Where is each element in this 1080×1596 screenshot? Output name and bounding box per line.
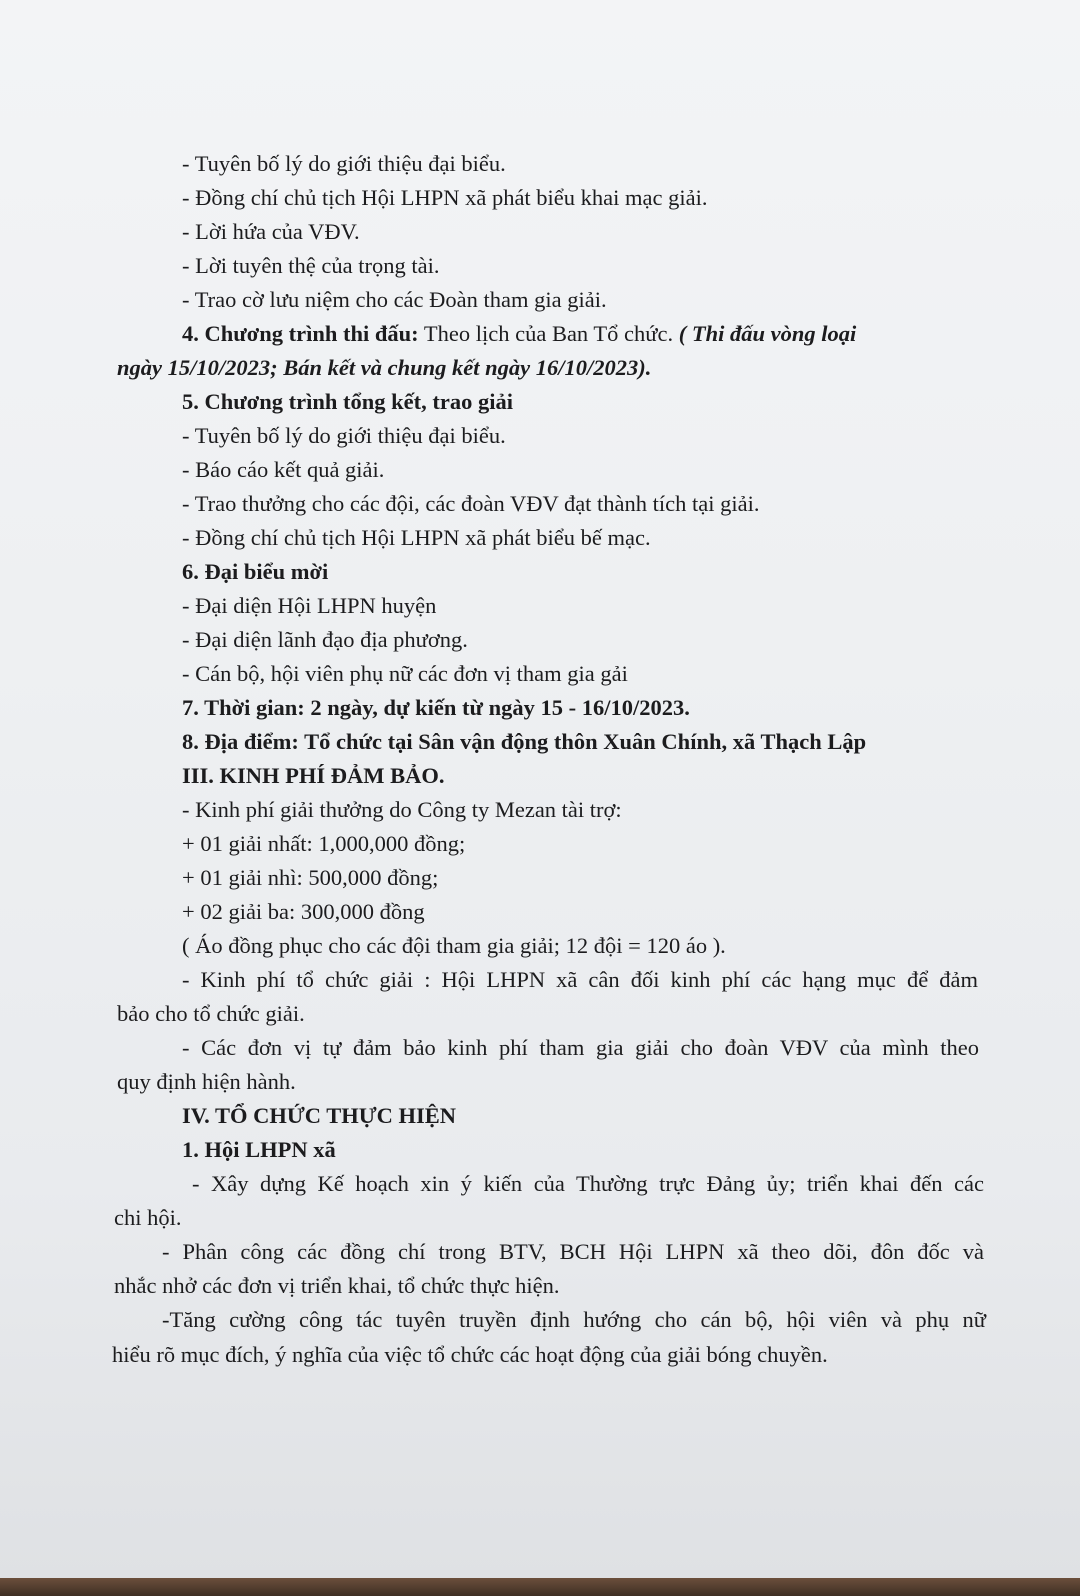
text-line: - Đại diện Hội LHPN huyện bbox=[182, 593, 437, 618]
text-line: - Xây dựng Kế hoạch xin ý kiến của Thường trực Đảng ủy; triển khai đến các bbox=[192, 1171, 984, 1196]
text-line: - Cán bộ, hội viên phụ nữ các đơn vị tham gia gải bbox=[182, 661, 628, 686]
section-4-italic: ( Thi đấu vòng loại bbox=[678, 321, 857, 346]
section-4-text: Theo lịch của Ban Tổ chức. bbox=[418, 321, 679, 346]
text-line: - Trao cờ lưu niệm cho các Đoàn tham gia giải. bbox=[182, 287, 607, 312]
prize-line: + 01 giải nhì: 500,000 đồng; bbox=[182, 865, 439, 890]
section-4-continuation: ngày 15/10/2023; Bán kết và chung kết ngày 16/10/2023). bbox=[117, 355, 652, 380]
text-line: - Kinh phí tổ chức giải : Hội LHPN xã cân đối kinh phí các hạng mục để đảm bbox=[182, 967, 978, 992]
section-4-line bbox=[182, 320, 975, 348]
text-line: - Tuyên bố lý do giới thiệu đại biểu. bbox=[182, 151, 506, 176]
text-line: - Lời hứa của VĐV. bbox=[182, 219, 360, 244]
text-line: chi hội. bbox=[114, 1205, 182, 1230]
text-line: - Trao thưởng cho các đội, các đoàn VĐV đạt thành tích tại giải. bbox=[182, 491, 760, 516]
uniform-note: ( Áo đồng phục cho các đội tham gia giải; 12 đội = 120 áo ). bbox=[182, 933, 726, 958]
text-line: - Báo cáo kết quả giải. bbox=[182, 457, 385, 482]
section-iv-heading: IV. TỔ CHỨC THỰC HIỆN bbox=[182, 1103, 457, 1128]
text-line: nhắc nhở các đơn vị triển khai, tổ chức thực hiện. bbox=[114, 1273, 560, 1298]
text-line: hiểu rõ mục đích, ý nghĩa của việc tổ chức các hoạt động của giải bóng chuyền. bbox=[112, 1342, 828, 1367]
text-line: - Lời tuyên thệ của trọng tài. bbox=[182, 253, 440, 278]
section-4-label: 4. Chương trình thi đấu: bbox=[182, 321, 419, 346]
text-line: - Đồng chí chủ tịch Hội LHPN xã phát biểu bế mạc. bbox=[182, 525, 651, 550]
prize-line: + 01 giải nhất: 1,000,000 đồng; bbox=[182, 831, 466, 856]
table-surface bbox=[0, 1578, 1080, 1596]
section-iii-heading: III. KINH PHÍ ĐẢM BẢO. bbox=[182, 763, 445, 788]
text-line: -Tăng cường công tác tuyên truyền định hướng cho cán bộ, hội viên và phụ nữ bbox=[162, 1307, 986, 1332]
text-line: - Các đơn vị tự đảm bảo kinh phí tham gia giải cho đoàn VĐV của mình theo bbox=[182, 1035, 979, 1060]
section-7-line: 7. Thời gian: 2 ngày, dự kiến từ ngày 15 - 16/10/2023. bbox=[182, 695, 690, 720]
text-line: bảo cho tổ chức giải. bbox=[117, 1001, 305, 1026]
section-6-heading: 6. Đại biểu mời bbox=[182, 559, 329, 584]
prize-line: + 02 giải ba: 300,000 đồng bbox=[182, 899, 425, 924]
text-line: quy định hiện hành. bbox=[117, 1069, 296, 1094]
section-8-line: 8. Địa điểm: Tổ chức tại Sân vận động thôn Xuân Chính, xã Thạch Lập bbox=[182, 729, 867, 754]
text-line: - Đại diện lãnh đạo địa phương. bbox=[182, 627, 468, 652]
text-line: - Kinh phí giải thưởng do Công ty Mezan tài trợ: bbox=[182, 797, 622, 822]
text-line: - Tuyên bố lý do giới thiệu đại biểu. bbox=[182, 423, 506, 448]
section-iv-1-heading: 1. Hội LHPN xã bbox=[182, 1137, 336, 1162]
text-line: - Phân công các đồng chí trong BTV, BCH Hội LHPN xã theo dõi, đôn đốc và bbox=[162, 1239, 984, 1264]
text-line: - Đồng chí chủ tịch Hội LHPN xã phát biểu khai mạc giải. bbox=[182, 185, 708, 210]
section-5-heading: 5. Chương trình tổng kết, trao giải bbox=[182, 389, 513, 414]
